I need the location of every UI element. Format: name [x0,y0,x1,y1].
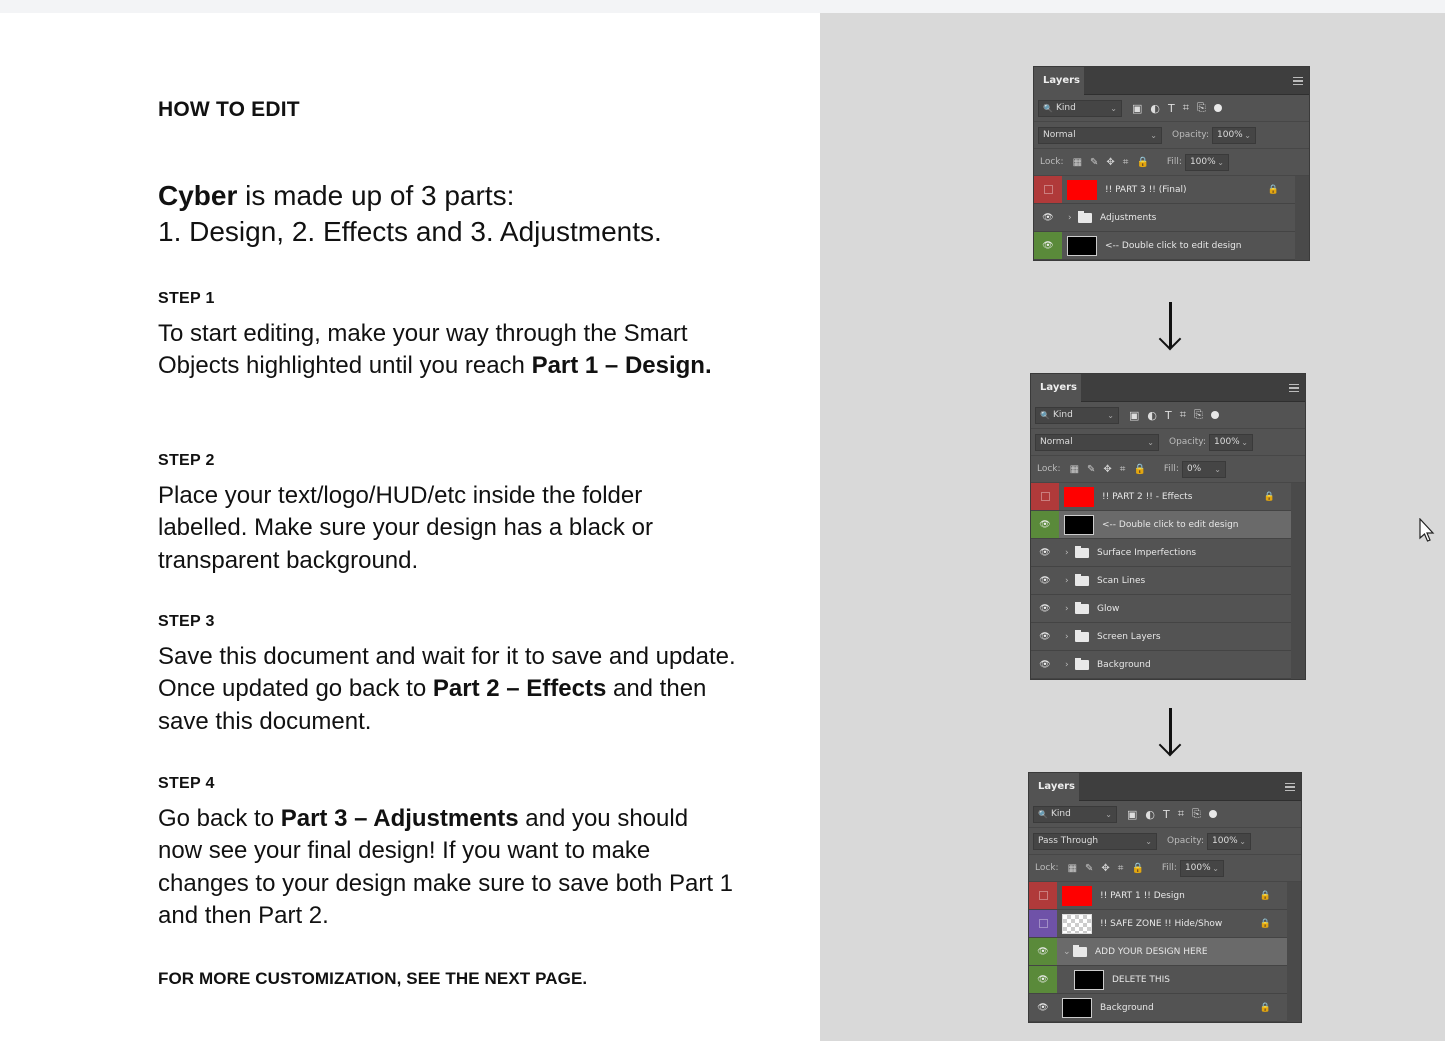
step-3 [158,613,738,738]
chevron-down-icon: ⌄ [1147,437,1154,447]
blend-mode-value: Pass Through [1038,836,1099,846]
folder-shape-icon [1075,604,1089,614]
opacity-value: 100% [1212,836,1238,846]
layer-row[interactable] [1034,232,1295,260]
step-bold: Part 1 – Design. [531,352,712,380]
lock-label: Lock: [1040,157,1064,167]
panel-menu-icon[interactable] [1293,77,1303,85]
intro-product-name: Cyber [158,180,238,211]
hidden-visibility-icon [1041,492,1050,501]
visibility-eye-icon[interactable] [1034,176,1062,203]
filter-icons [1132,101,1222,115]
fill-value: 0% [1186,464,1202,474]
folder-icon[interactable] [1063,947,1087,957]
step-4 [158,775,738,932]
opacity-label: Opacity: [1169,437,1206,447]
lock-transparency-icon[interactable]: ▦ [1072,156,1083,168]
filter-toggle-icon[interactable] [1214,104,1222,112]
visibility-eye-icon[interactable]: 👁 [1039,659,1051,670]
expand-caret-icon[interactable]: › [1068,212,1072,223]
folder-shape-icon [1075,548,1089,558]
visibility-eye-icon[interactable]: 👁 [1034,232,1062,259]
lock-artboard-icon[interactable]: ⌗ [1119,463,1126,475]
lock-icon: 🔒 [1267,184,1279,195]
visibility-eye-icon[interactable] [1029,882,1057,909]
tab-layers[interactable]: Layers [1031,374,1081,402]
folder-icon[interactable] [1065,660,1089,670]
layers-panel [1033,66,1310,261]
chevron-down-icon: ⌄ [1244,130,1251,140]
opacity-label: Opacity: [1167,836,1204,846]
layer-row[interactable] [1034,176,1295,204]
expand-caret-icon[interactable]: › [1065,547,1069,558]
opacity-field[interactable] [1209,434,1253,451]
panel-menu-icon[interactable] [1289,384,1299,392]
image-filter-icon[interactable]: ▣ [1132,101,1143,115]
opacity-field[interactable] [1212,127,1256,144]
panel-menu-icon[interactable] [1285,783,1295,791]
hidden-visibility-icon [1039,891,1048,900]
layer-thumbnail [1062,886,1092,906]
panel-header [1029,773,1301,801]
blend-mode-value: Normal [1043,130,1076,140]
folder-shape-icon [1075,632,1089,642]
lock-icon: 🔒 [1259,1002,1271,1013]
layers-panel [1028,772,1302,1023]
lock-position-icon[interactable]: ✥ [1101,862,1110,874]
filter-row [1034,95,1309,122]
layer-list [1031,483,1305,679]
lock-label: Lock: [1035,863,1059,873]
lock-all-icon[interactable]: 🔒 [1136,156,1149,168]
visibility-eye-icon[interactable] [1031,483,1059,510]
shape-filter-icon[interactable]: ⌗ [1177,807,1184,820]
blend-mode-select[interactable] [1038,127,1162,144]
chevron-down-icon: ⌄ [1241,437,1248,447]
blend-mode-value: Normal [1040,437,1073,447]
adjustment-filter-icon[interactable]: ◐ [1145,807,1156,821]
tab-layers[interactable]: Layers [1029,773,1079,801]
layer-name: !! PART 1 !! Design [1100,890,1185,901]
layer-name: Background [1097,659,1151,670]
layer-thumbnail [1067,180,1097,200]
layer-name: <-- Double click to edit design [1102,519,1239,530]
expand-caret-icon[interactable]: ⌄ [1063,946,1071,957]
type-filter-icon[interactable]: T [1165,408,1172,422]
chevron-down-icon: ⌄ [1150,130,1157,140]
step-label: STEP 3 [158,613,215,630]
lock-icon: 🔒 [1259,890,1271,901]
step-text: To start editing, make your way through the Smart Objects highlighted until you reach [158,320,688,380]
lock-label: Lock: [1037,464,1061,474]
lock-artboard-icon[interactable]: ⌗ [1122,156,1129,168]
lock-all-icon[interactable]: 🔒 [1131,862,1144,874]
expand-caret-icon[interactable]: › [1065,659,1069,670]
shape-filter-icon[interactable]: ⌗ [1179,408,1186,421]
folder-icon[interactable] [1065,604,1089,614]
chevron-down-icon: ⌄ [1110,103,1117,113]
fill-label: Fill: [1163,464,1179,474]
folder-icon[interactable] [1065,548,1089,558]
hidden-visibility-icon [1039,919,1048,928]
chevron-down-icon: ⌄ [1145,836,1152,846]
visibility-eye-icon[interactable]: 👁 [1039,631,1051,642]
filter-row [1031,402,1305,429]
folder-shape-icon [1078,213,1092,223]
lock-all-icon[interactable]: 🔒 [1133,463,1146,475]
footer-note: FOR MORE CUSTOMIZATION, SEE THE NEXT PAGE. [158,969,588,988]
step-1 [158,290,738,383]
lock-transparency-icon[interactable]: ▦ [1067,862,1078,874]
chevron-down-icon: ⌄ [1217,157,1224,167]
lock-row [1031,456,1305,483]
fill-label: Fill: [1166,157,1182,167]
opacity-label: Opacity: [1172,130,1209,140]
step-text: and then save this document. [158,675,707,735]
layer-name: ADD YOUR DESIGN HERE [1095,946,1208,957]
layer-thumbnail [1064,515,1094,535]
layer-name: !! SAFE ZONE !! Hide/Show [1100,918,1223,929]
blend-mode-select[interactable] [1033,833,1157,850]
smart-object-filter-icon[interactable]: ⎘ [1191,807,1201,820]
layer-row[interactable] [1031,651,1291,679]
layer-row[interactable] [1029,994,1287,1022]
layer-name: !! PART 3 !! (Final) [1105,184,1187,195]
expand-caret-icon[interactable]: › [1065,575,1069,586]
kind-filter-value: Kind [1050,809,1071,819]
expand-caret-icon[interactable]: › [1065,631,1069,642]
layer-name: Adjustments [1100,212,1157,223]
scrollbar[interactable] [1295,176,1309,260]
step-text: Place your text/logo/HUD/etc inside the folder labelled. Make sure your design has a black or transparent background. [158,482,653,574]
visibility-eye-icon[interactable]: 👁 [1029,938,1057,965]
adjustment-filter-icon[interactable]: ◐ [1147,408,1158,422]
layer-thumbnail [1062,998,1092,1018]
layer-row[interactable] [1029,938,1287,966]
filter-toggle-icon[interactable] [1211,411,1219,419]
visibility-eye-icon[interactable]: 👁 [1031,511,1059,538]
chevron-down-icon: ⌄ [1212,863,1219,873]
layer-name: DELETE THIS [1112,974,1170,985]
visibility-eye-icon[interactable] [1029,910,1057,937]
page-heading: HOW TO EDIT [158,98,300,121]
step-label: STEP 2 [158,452,215,469]
intro-line1-rest: is made up of 3 parts: [237,180,515,211]
layer-row[interactable] [1031,483,1291,511]
step-text: Save this document and wait for it to save and update. Once updated go back to [158,643,736,703]
search-icon: 🔍 [1043,103,1053,113]
step-body [158,803,738,932]
folder-shape-icon [1073,947,1087,957]
layer-row[interactable] [1034,204,1295,232]
folder-shape-icon [1075,576,1089,586]
layer-list [1034,176,1309,260]
arrow-down-icon [1160,302,1180,350]
blend-row [1031,429,1305,456]
smart-object-filter-icon[interactable]: ⎘ [1193,408,1203,421]
fill-label: Fill: [1161,863,1177,873]
lock-icons [1073,157,1149,168]
step-bold: Part 3 – Adjustments [280,805,519,832]
search-icon: 🔍 [1040,410,1050,420]
layer-list [1029,882,1301,1022]
lock-artboard-icon[interactable]: ⌗ [1117,862,1124,874]
kind-filter-select[interactable] [1035,407,1119,424]
step-label: STEP 4 [158,775,215,792]
scrollbar[interactable] [1291,483,1305,679]
layer-thumbnail [1064,487,1094,507]
layer-row[interactable] [1031,623,1291,651]
shape-filter-icon[interactable]: ⌗ [1182,101,1189,114]
lock-icons [1068,863,1144,874]
step-body [158,318,738,383]
fill-value: 100% [1189,157,1216,167]
kind-filter-select[interactable] [1038,100,1122,117]
top-bar [0,0,1445,13]
fill-field[interactable] [1182,461,1226,478]
folder-icon[interactable] [1065,632,1089,642]
step-bold: Part 2 – Effects [432,675,607,703]
fill-field[interactable] [1180,860,1224,877]
blend-row [1034,122,1309,149]
lock-icon: 🔒 [1259,918,1271,929]
expand-caret-icon[interactable]: › [1065,603,1069,614]
layer-thumbnail [1067,236,1097,256]
lock-icons [1070,464,1146,475]
lock-pixels-icon[interactable]: ✎ [1087,463,1096,475]
visibility-eye-icon[interactable]: 👁 [1039,575,1051,586]
layer-row[interactable] [1029,882,1287,910]
tab-layers[interactable]: Layers [1034,67,1084,95]
kind-filter-value: Kind [1052,410,1073,420]
lock-position-icon[interactable]: ✥ [1106,156,1115,168]
layer-row[interactable] [1029,910,1287,938]
step-2 [158,452,738,577]
layer-name: Screen Layers [1097,631,1161,642]
lock-position-icon[interactable]: ✥ [1103,463,1112,475]
adjustment-filter-icon[interactable]: ◐ [1150,101,1161,115]
hidden-visibility-icon [1044,185,1053,194]
layer-name: Glow [1097,603,1120,614]
filter-icons [1129,408,1219,422]
opacity-value: 100% [1214,437,1240,447]
layer-row[interactable] [1031,567,1291,595]
chevron-down-icon: ⌄ [1239,836,1246,846]
lock-icon: 🔒 [1263,491,1275,502]
scrollbar[interactable] [1287,882,1301,1022]
filter-row [1029,801,1301,828]
kind-filter-value: Kind [1055,103,1076,113]
layer-name: Scan Lines [1097,575,1146,586]
panel-header [1031,374,1305,402]
mouse-cursor-icon [1419,518,1435,544]
step-text: and you should now see your final design! If you want to make changes to your design make sure to save both Part 1 and then Part 2. [158,805,734,929]
layer-thumbnail [1074,970,1104,990]
arrow-down-icon [1160,708,1180,756]
visibility-eye-icon[interactable]: 👁 [1037,1002,1049,1013]
blend-row [1029,828,1301,855]
chevron-down-icon: ⌄ [1214,464,1221,474]
layer-row[interactable] [1029,966,1287,994]
layer-thumbnail [1062,914,1092,934]
panel-header [1034,67,1309,95]
filter-icons [1127,807,1217,821]
lock-pixels-icon[interactable]: ✎ [1085,862,1094,874]
visibility-eye-icon[interactable]: 👁 [1029,966,1057,993]
fill-value: 100% [1184,863,1211,873]
kind-filter-select[interactable] [1033,806,1117,823]
layer-name: !! PART 2 !! - Effects [1102,491,1193,502]
filter-toggle-icon[interactable] [1209,810,1217,818]
image-filter-icon[interactable]: ▣ [1129,408,1140,422]
step-text: Go back to [158,805,281,832]
opacity-value: 100% [1217,130,1243,140]
type-filter-icon[interactable]: T [1168,101,1175,115]
lock-row [1029,855,1301,882]
visibility-eye-icon[interactable]: 👁 [1039,603,1051,614]
folder-icon[interactable] [1068,213,1092,223]
step-body [158,641,738,738]
layer-row[interactable] [1031,595,1291,623]
opacity-field[interactable] [1207,833,1251,850]
intro-text [158,178,662,250]
image-filter-icon[interactable]: ▣ [1127,807,1138,821]
layer-row[interactable] [1031,511,1291,539]
smart-object-filter-icon[interactable]: ⎘ [1196,101,1206,114]
visibility-eye-icon[interactable]: 👁 [1042,212,1054,223]
layer-name: Background [1100,1002,1154,1013]
lock-transparency-icon[interactable]: ▦ [1069,463,1080,475]
layers-panel [1030,373,1306,680]
fill-field[interactable] [1185,154,1229,171]
lock-pixels-icon[interactable]: ✎ [1090,156,1099,168]
type-filter-icon[interactable]: T [1163,807,1170,821]
layer-row[interactable] [1031,539,1291,567]
step-body [158,480,738,577]
layer-name: Surface Imperfections [1097,547,1197,558]
visibility-eye-icon[interactable]: 👁 [1039,547,1051,558]
search-icon: 🔍 [1038,809,1048,819]
folder-icon[interactable] [1065,576,1089,586]
blend-mode-select[interactable] [1035,434,1159,451]
layer-name: <-- Double click to edit design [1105,240,1242,251]
step-label: STEP 1 [158,290,215,307]
folder-shape-icon [1075,660,1089,670]
lock-row [1034,149,1309,176]
intro-line2: 1. Design, 2. Effects and 3. Adjustments. [158,216,662,247]
chevron-down-icon: ⌄ [1105,809,1112,819]
chevron-down-icon: ⌄ [1107,410,1114,420]
